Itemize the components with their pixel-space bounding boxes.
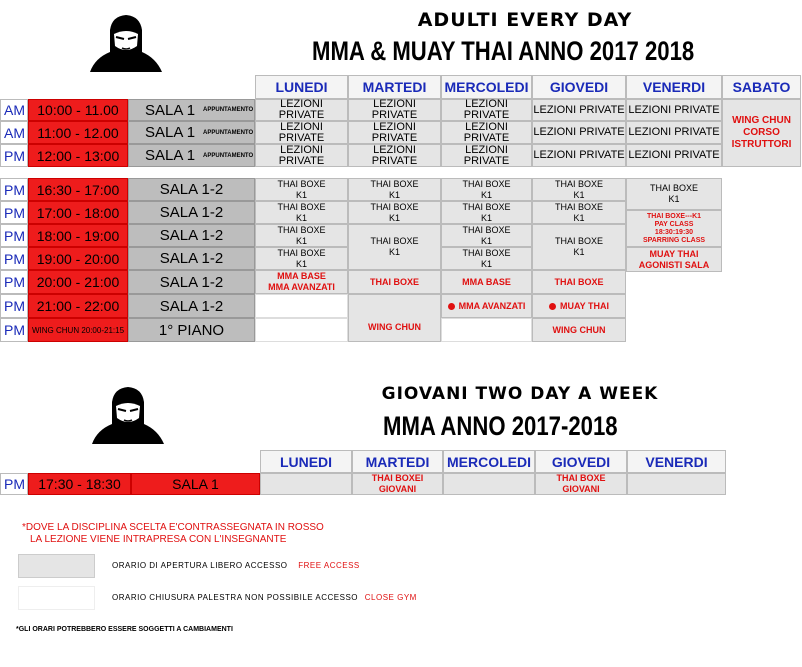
room-cell: SALA 1-2	[128, 270, 255, 294]
day-header-venerdi: VENERDI	[627, 450, 726, 473]
lesson-label: THAI BOXE	[554, 236, 603, 246]
lesson-cell: LEZIONI PRIVATE	[348, 121, 441, 144]
ampm-label: AM	[0, 99, 28, 121]
lesson-sublabel: K1	[388, 212, 400, 223]
legend-open-swatch	[18, 554, 95, 578]
lesson-sublabel: K1	[295, 258, 307, 269]
time-slot: 21:00 - 22:00	[28, 294, 128, 318]
lesson-sublabel: K1	[295, 189, 307, 200]
lesson-sublabel: GIOVANI	[378, 484, 417, 494]
lesson-label: THAI BOXE	[370, 201, 419, 212]
lesson-label: SPARRING CLASS	[642, 236, 706, 244]
time-slot: 19:00 - 20:00	[28, 247, 128, 270]
ampm-label: PM	[0, 270, 28, 294]
day-header-mercoledi: MERCOLEDI	[441, 75, 532, 99]
lesson-cell: LEZIONI PRIVATE	[441, 144, 532, 167]
lesson-cell	[255, 247, 348, 270]
room-cell: SALA 1-2	[128, 247, 255, 270]
lesson-cell	[348, 178, 441, 201]
lesson-label: MMA BASE	[462, 276, 511, 287]
legend-open-label: ORARIO DI APERTURA LIBERO ACCESSO	[112, 561, 288, 570]
ampm-label: PM	[0, 318, 28, 342]
time-slot: 18:00 - 19:00	[28, 224, 128, 247]
day-header-venerdi: VENERDI	[626, 75, 722, 99]
lesson-cell-sabato	[722, 99, 801, 167]
lesson-cell	[348, 294, 441, 342]
lesson-label: THAI BOXE	[554, 276, 604, 287]
lesson-sublabel: K1	[573, 189, 585, 200]
lesson-cell: LEZIONI PRIVATE	[626, 99, 722, 121]
lesson-cell	[348, 270, 441, 294]
lesson-cell: LEZIONI PRIVATE	[255, 99, 348, 121]
time-slot: 20:00 - 21:00	[28, 270, 128, 294]
lesson-sublabel: MMA AVANZATI	[268, 282, 335, 292]
legend-closed-red: CLOSE GYM	[364, 593, 417, 602]
red-dot-icon	[549, 303, 556, 310]
lesson-cell	[255, 178, 348, 201]
lesson-label: AGONISTI SALA	[638, 259, 710, 270]
lesson-label: WING CHUN CORSO ISTRUTTORI	[731, 115, 792, 150]
legend-closed-text	[112, 593, 417, 602]
lesson-sublabel: K1	[295, 235, 307, 246]
lesson-label: THAI BOXE	[462, 224, 511, 235]
closed-cell	[441, 318, 532, 342]
closed-cell	[255, 294, 348, 318]
room-cell: 1° PIANO	[128, 318, 255, 342]
room-cell: SALA 1-2	[128, 178, 255, 201]
room-cell: SALA 1-2	[128, 201, 255, 224]
lesson-label: 18:30:19:30	[654, 228, 694, 236]
lesson-label: THAI BOXE	[370, 236, 419, 246]
giovani-subtitle: MMA ANNO 2017-2018	[383, 411, 618, 441]
lesson-label: THAI BOXE	[556, 473, 606, 483]
room-cell	[128, 99, 255, 121]
lesson-sublabel: K1	[295, 212, 307, 223]
lesson-label: MUAY THAI	[559, 300, 609, 311]
lesson-cell	[441, 224, 532, 247]
lesson-cell: LEZIONI PRIVATE	[626, 121, 722, 144]
room-label: SALA 1	[145, 101, 196, 119]
lesson-label: MMA AVANZATI	[458, 300, 526, 311]
time-slot: WING CHUN 20:00-21:15	[28, 318, 128, 342]
lesson-cell	[532, 201, 626, 224]
lesson-cell	[255, 201, 348, 224]
lesson-sublabel: K1	[668, 194, 680, 204]
lesson-cell	[441, 201, 532, 224]
lesson-label: THAI BOXE	[462, 201, 511, 212]
lesson-label: MMA BASE	[277, 271, 326, 281]
adulti-title: ADULTI EVERY DAY	[417, 9, 633, 31]
empty-cell	[260, 473, 352, 495]
legend-open-red: FREE ACCESS	[298, 561, 360, 570]
lesson-label: THAI BOXE	[462, 178, 511, 189]
day-header-mercoledi: MERCOLEDI	[443, 450, 535, 473]
lesson-cell	[255, 270, 348, 294]
lesson-cell	[532, 224, 626, 270]
lesson-sublabel: K1	[480, 235, 492, 246]
lesson-cell: LEZIONI PRIVATE	[441, 99, 532, 121]
day-header-martedi: MARTEDI	[348, 75, 441, 99]
lesson-cell	[532, 270, 626, 294]
adulti-subtitle: MMA & MUAY THAI ANNO 2017 2018	[312, 36, 695, 66]
lesson-cell	[626, 210, 722, 247]
lesson-cell: LEZIONI PRIVATE	[348, 144, 441, 167]
fighter-logo-icon	[80, 10, 170, 80]
day-header-giovedi: GIOVEDI	[532, 75, 626, 99]
lesson-cell: LEZIONI PRIVATE	[532, 99, 626, 121]
lesson-cell	[441, 294, 532, 318]
lesson-cell	[535, 473, 627, 495]
lesson-label: THAI BOXE	[277, 247, 326, 258]
lesson-cell: LEZIONI PRIVATE	[348, 99, 441, 121]
room-cell: SALA 1	[131, 473, 260, 495]
legend-closed-swatch	[18, 586, 95, 610]
time-slot: 17:00 - 18:00	[28, 201, 128, 224]
room-cell	[128, 144, 255, 167]
red-note-line-1: *DOVE LA DISCIPLINA SCELTA E'CONTRASSEGNATA IN ROSSO	[22, 522, 324, 533]
lesson-sublabel: K1	[480, 258, 492, 269]
lesson-sublabel: GIOVANI	[562, 484, 600, 494]
lesson-label: THAI BOXE	[649, 183, 698, 193]
lesson-label: THAI BOXE	[277, 178, 326, 189]
lesson-label: THAI BOXE	[369, 276, 419, 287]
room-cell: SALA 1-2	[128, 294, 255, 318]
lesson-sublabel: K1	[388, 247, 400, 257]
room-note: APPUNTAMENTO	[203, 152, 254, 159]
lesson-cell	[532, 318, 626, 342]
legend-closed-label: ORARIO CHIUSURA PALESTRA NON POSSIBILE ACCESSO	[112, 593, 359, 602]
ampm-label: PM	[0, 144, 28, 167]
room-cell	[128, 121, 255, 144]
lesson-label: THAI BOXE	[370, 178, 419, 189]
lesson-cell	[348, 201, 441, 224]
red-dot-icon	[448, 303, 455, 310]
lesson-sublabel: K1	[388, 189, 400, 200]
lesson-cell	[255, 224, 348, 247]
ampm-label: PM	[0, 201, 28, 224]
time-slot: 11:00 - 12.00	[28, 121, 128, 144]
room-note: APPUNTAMENTO	[203, 107, 254, 113]
lesson-cell	[441, 247, 532, 270]
day-header-martedi: MARTEDI	[352, 450, 443, 473]
lesson-sublabel: K1	[573, 247, 585, 257]
lesson-cell	[626, 247, 722, 272]
ampm-label: PM	[0, 294, 28, 318]
lesson-cell: LEZIONI PRIVATE	[255, 121, 348, 144]
ampm-label: PM	[0, 224, 28, 247]
lesson-cell	[441, 270, 532, 294]
lesson-label: WING CHUN	[368, 321, 421, 332]
empty-cell	[443, 473, 535, 495]
lesson-sublabel: K1	[480, 212, 492, 223]
lesson-cell: LEZIONI PRIVATE	[441, 121, 532, 144]
lesson-label: THAI BOXEI	[371, 473, 424, 483]
lesson-label: WING CHUN	[552, 324, 606, 335]
lesson-cell: LEZIONI PRIVATE	[532, 121, 626, 144]
red-note-line-2: LA LEZIONE VIENE INTRAPRESA CON L'INSEGNANTE	[30, 534, 287, 545]
lesson-sublabel: K1	[573, 212, 585, 223]
lesson-cell	[532, 294, 626, 318]
time-slot: 17:30 - 18:30	[28, 473, 131, 495]
disclaimer: *GLI ORARI POTREBBERO ESSERE SOGGETTI A CAMBIAMENTI	[16, 626, 233, 633]
ampm-label: AM	[0, 121, 28, 144]
ampm-label: PM	[0, 178, 28, 201]
lesson-cell	[352, 473, 443, 495]
room-cell: SALA 1-2	[128, 224, 255, 247]
ampm-label: PM	[0, 473, 28, 495]
lesson-label: PAY CLASS	[654, 220, 694, 228]
day-header-sabato: SABATO	[722, 75, 801, 99]
ampm-label: PM	[0, 247, 28, 270]
room-label: SALA 1	[145, 147, 196, 164]
lesson-label: THAI BOXE---K1	[646, 212, 702, 220]
lesson-cell	[626, 178, 722, 210]
lesson-sublabel: K1	[480, 189, 492, 200]
time-slot: 10:00 - 11.00	[28, 99, 128, 121]
lesson-label: THAI BOXE	[554, 178, 603, 189]
giovani-title: GIOVANI TWO DAY A WEEK	[381, 384, 659, 404]
lesson-cell	[532, 178, 626, 201]
lesson-label: THAI BOXE	[277, 201, 326, 212]
lesson-cell: LEZIONI PRIVATE	[626, 144, 722, 167]
lesson-label: THAI BOXE	[462, 247, 511, 258]
time-slot: 16:30 - 17:00	[28, 178, 128, 201]
day-header-giovedi: GIOVEDI	[535, 450, 627, 473]
room-note: APPUNTAMENTO	[203, 129, 254, 136]
lesson-label: THAI BOXE	[277, 224, 326, 235]
fighter-logo-icon	[82, 382, 172, 452]
empty-cell	[627, 473, 726, 495]
lesson-cell	[348, 224, 441, 270]
day-header-lunedi: LUNEDI	[255, 75, 348, 99]
legend-open-text	[112, 561, 360, 570]
lesson-label: MUAY THAI	[649, 248, 699, 259]
room-label: SALA 1	[145, 124, 196, 141]
time-slot: 12:00 - 13:00	[28, 144, 128, 167]
lesson-cell: LEZIONI PRIVATE	[532, 144, 626, 167]
closed-cell	[255, 318, 348, 342]
lesson-label: THAI BOXE	[554, 201, 603, 212]
day-header-lunedi: LUNEDI	[260, 450, 352, 473]
lesson-cell: LEZIONI PRIVATE	[255, 144, 348, 167]
lesson-cell	[441, 178, 532, 201]
